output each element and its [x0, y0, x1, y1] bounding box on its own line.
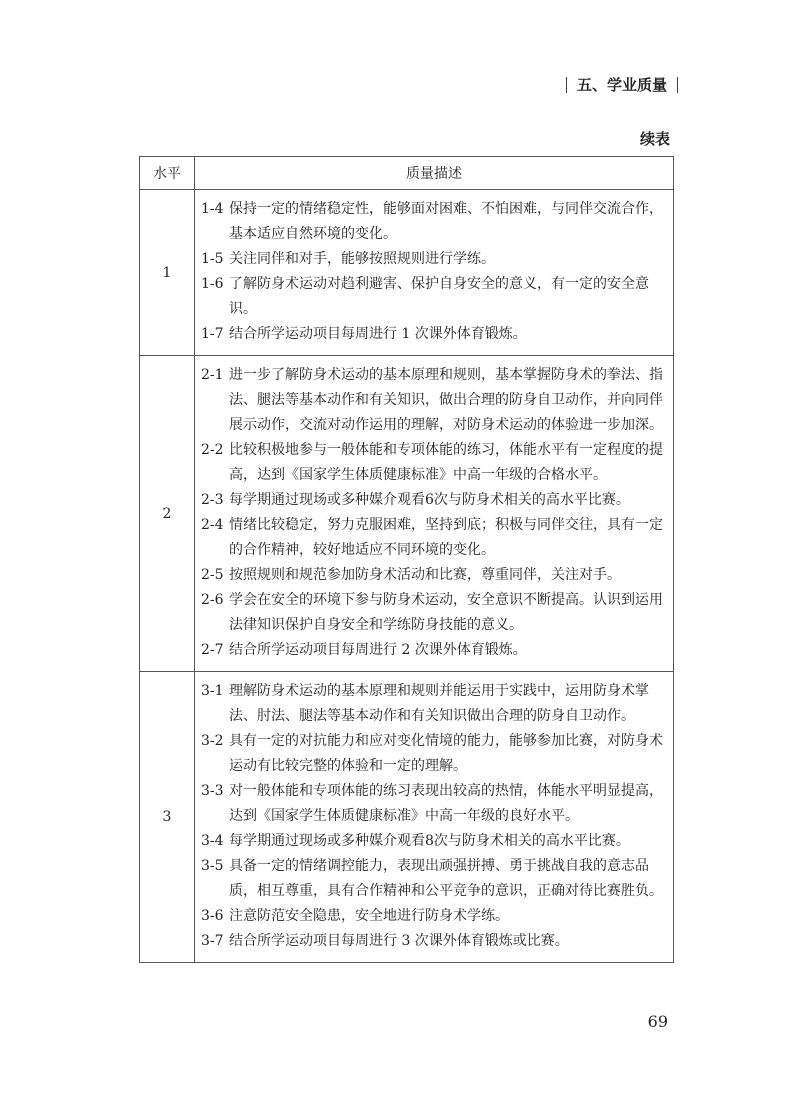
section-title: 五、学业质量 [576, 76, 667, 94]
level-cell: 1 [140, 190, 195, 356]
level-column-header: 水平 [140, 157, 195, 190]
item-code: 3-5 [201, 858, 224, 874]
item-code: 3-2 [201, 733, 224, 749]
header-divider-right [677, 77, 678, 93]
quality-item [201, 929, 665, 954]
quality-item [201, 854, 665, 904]
description-column-header: 质量描述 [195, 157, 674, 190]
quality-item [201, 729, 665, 779]
quality-item [201, 197, 665, 247]
table-row [140, 356, 674, 672]
item-text: 关注同伴和对手，能够按照规则进行学练。 [229, 251, 495, 267]
level-cell: 3 [140, 672, 195, 963]
item-text: 具有一定的对抗能力和应对变化情境的能力，能够参加比赛，对防身术运动有比较完整的体验和一定的理解。 [229, 733, 663, 774]
quality-item [201, 488, 665, 513]
item-code: 1-7 [201, 326, 224, 342]
quality-item [201, 779, 665, 829]
quality-item [201, 638, 665, 663]
item-code: 1-6 [201, 276, 224, 292]
continued-table-label: 续表 [639, 130, 670, 148]
item-code: 2-6 [201, 592, 224, 608]
item-text: 进一步了解防身术运动的基本原理和规则，基本掌握防身术的拳法、指法、腿法等基本动作和有关知识，做出合理的防身自卫动作，并向同伴展示动作，交流对动作运用的理解，对防身术运动的体验进一步加深。 [229, 367, 663, 433]
description-cell [195, 672, 674, 963]
description-cell [195, 190, 674, 356]
item-code: 1-5 [201, 251, 224, 267]
item-code: 3-1 [201, 683, 224, 699]
quality-item [201, 513, 665, 563]
item-text: 每学期通过现场或多种媒介观看6次与防身术相关的高水平比赛。 [229, 492, 630, 508]
table-row [140, 672, 674, 963]
quality-item [201, 904, 665, 929]
header-divider-left [566, 77, 567, 93]
quality-item [201, 588, 665, 638]
quality-item [201, 247, 665, 272]
item-code: 2-2 [201, 442, 224, 458]
table-row [140, 190, 674, 356]
item-code: 2-7 [201, 642, 224, 658]
description-cell [195, 356, 674, 672]
page-number: 69 [647, 1012, 668, 1031]
item-code: 2-1 [201, 367, 224, 383]
quality-item [201, 679, 665, 729]
item-text: 学会在安全的环境下参与防身术运动，安全意识不断提高。认识到运用法律知识保护自身安全和学练防身技能的意义。 [229, 592, 663, 633]
item-code: 3-6 [201, 908, 224, 924]
level-cell: 2 [140, 356, 195, 672]
item-text: 具备一定的情绪调控能力，表现出顽强拼搏、勇于挑战自我的意志品质，相互尊重，具有合作精神和公平竞争的意识，正确对待比赛胜负。 [229, 858, 663, 899]
quality-item [201, 363, 665, 438]
item-text: 了解防身术运动对趋利避害、保护自身安全的意义，有一定的安全意识。 [229, 276, 649, 317]
item-code: 2-3 [201, 492, 224, 508]
quality-item [201, 272, 665, 322]
item-code: 3-4 [201, 833, 224, 849]
item-code: 1-4 [201, 201, 224, 217]
running-header [566, 74, 678, 95]
quality-item [201, 563, 665, 588]
item-text: 比较积极地参与一般体能和专项体能的练习，体能水平有一定程度的提高，达到《国家学生体质健康标准》中高一年级的合格水平。 [229, 442, 663, 483]
quality-item [201, 829, 665, 854]
table-body [140, 190, 674, 963]
item-text: 每学期通过现场或多种媒介观看8次与防身术相关的高水平比赛。 [229, 833, 630, 849]
quality-table [139, 156, 674, 963]
quality-item [201, 438, 665, 488]
item-text: 对一般体能和专项体能的练习表现出较高的热情，体能水平明显提高，达到《国家学生体质健康标准》中高一年级的良好水平。 [229, 783, 663, 824]
item-code: 3-3 [201, 783, 224, 799]
item-code: 3-7 [201, 933, 224, 949]
item-code: 2-5 [201, 567, 224, 583]
item-text: 结合所学运动项目每周进行 1 次课外体育锻炼。 [229, 326, 527, 342]
item-text: 保持一定的情绪稳定性，能够面对困难、不怕困难，与同伴交流合作，基本适应自然环境的变化。 [229, 201, 663, 242]
item-text: 理解防身术运动的基本原理和规则并能运用于实践中，运用防身术掌法、肘法、腿法等基本动作和有关知识做出合理的防身自卫动作。 [229, 683, 649, 724]
item-text: 结合所学运动项目每周进行 2 次课外体育锻炼。 [229, 642, 527, 658]
table-header-row [140, 157, 674, 190]
item-code: 2-4 [201, 517, 224, 533]
quality-item [201, 322, 665, 347]
item-text: 情绪比较稳定，努力克服困难，坚持到底；积极与同伴交往，具有一定的合作精神，较好地适应不同环境的变化。 [229, 517, 663, 558]
item-text: 结合所学运动项目每周进行 3 次课外体育锻炼或比赛。 [229, 933, 569, 949]
item-text: 按照规则和规范参加防身术活动和比赛，尊重同伴，关注对手。 [229, 567, 621, 583]
item-text: 注意防范安全隐患，安全地进行防身术学练。 [229, 908, 509, 924]
